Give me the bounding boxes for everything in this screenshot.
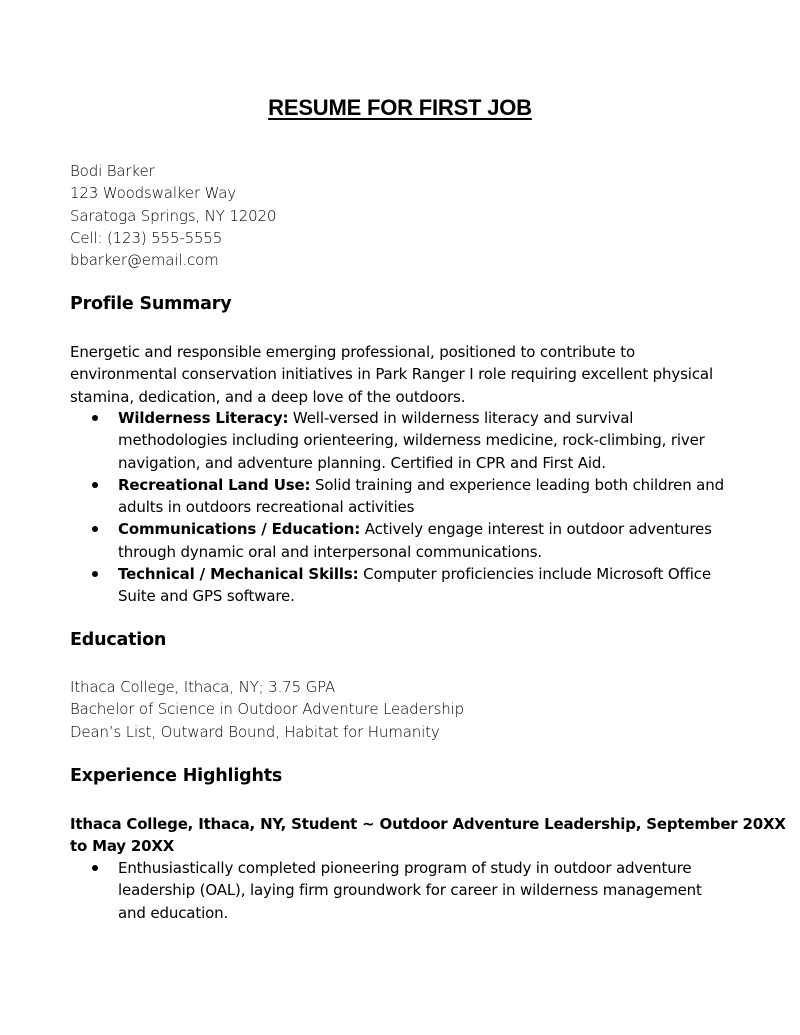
bullet-label: Communications / Education: — [118, 520, 361, 539]
profile-summary-heading: Profile Summary — [70, 294, 232, 314]
summary-line: stamina, dedication, and a deep love of the outdoors. — [70, 387, 466, 406]
list-item — [0, 563, 730, 608]
list-item — [0, 407, 730, 474]
bullet-label: Recreational Land Use: — [118, 475, 311, 494]
bullet-icon — [92, 415, 98, 421]
job-title-line: to May 20XX — [70, 837, 175, 856]
summary-line: environmental conservation initiatives in Park Ranger I role requiring excellent physical — [70, 365, 713, 384]
profile-summary-text — [70, 341, 735, 408]
list-item — [0, 474, 730, 519]
bullet-text: navigation, and adventure planning. Certified in CPR and First Aid. — [118, 453, 606, 472]
contact-street: 123 Woodswalker Way — [70, 184, 237, 203]
document-title: RESUME FOR FIRST JOB — [268, 95, 532, 120]
bullet-text: through dynamic oral and interpersonal communications. — [118, 542, 543, 561]
bullet-text: and education. — [118, 903, 229, 922]
bullet-text: adults in outdoors recreational activities — [118, 498, 415, 517]
bullet-icon — [92, 526, 98, 532]
education-line: Ithaca College, Ithaca, NY; 3.75 GPA — [70, 678, 336, 696]
bullet-text: Well-versed in wilderness literacy and survival — [288, 409, 634, 427]
contact-city: Saratoga Springs, NY 12020 — [70, 206, 277, 225]
education-block — [70, 676, 730, 743]
contact-name: Bodi Barker — [70, 162, 155, 180]
education-line: Dean’s List, Outward Bound, Habitat for Humanity — [70, 722, 440, 741]
education-line: Bachelor of Science in Outdoor Adventure Leadership — [70, 700, 465, 719]
job-title — [70, 813, 786, 858]
bullet-text: Actively engage interest in outdoor adventures — [360, 520, 712, 539]
bullet-label: Technical / Mechanical Skills: — [118, 565, 359, 584]
summary-line: Energetic and responsible emerging professional, positioned to contribute to — [70, 343, 636, 361]
bullet-icon — [92, 571, 98, 577]
contact-email: bbarker@email.com — [70, 251, 219, 270]
bullet-text: methodologies including orienteering, wilderness medicine, rock-climbing, river — [118, 431, 705, 450]
list-item — [0, 518, 730, 563]
job-title-line: Ithaca College, Ithaca, NY, Student ~ Outdoor Adventure Leadership, September 20XX — [70, 815, 786, 833]
bullet-icon — [92, 865, 98, 871]
experience-heading: Experience Highlights — [70, 766, 283, 786]
bullet-text: Solid training and experience leading both children and — [310, 475, 724, 494]
bullet-label: Wilderness Literacy: — [118, 409, 289, 427]
bullet-text: Enthusiastically completed pioneering program of study in outdoor adventure — [118, 859, 692, 877]
education-heading: Education — [70, 630, 167, 650]
list-item — [0, 857, 730, 924]
profile-bullet-list — [0, 407, 730, 608]
contact-block — [70, 160, 730, 271]
contact-phone: Cell: (123) 555-5555 — [70, 228, 223, 247]
bullet-icon — [92, 482, 98, 488]
experience-bullet-list — [0, 857, 730, 924]
bullet-text: Computer proficiencies include Microsoft Office — [358, 565, 711, 584]
bullet-text: Suite and GPS software. — [118, 587, 295, 606]
bullet-text: leadership (OAL), laying firm groundwork for career in wilderness management — [118, 881, 702, 900]
